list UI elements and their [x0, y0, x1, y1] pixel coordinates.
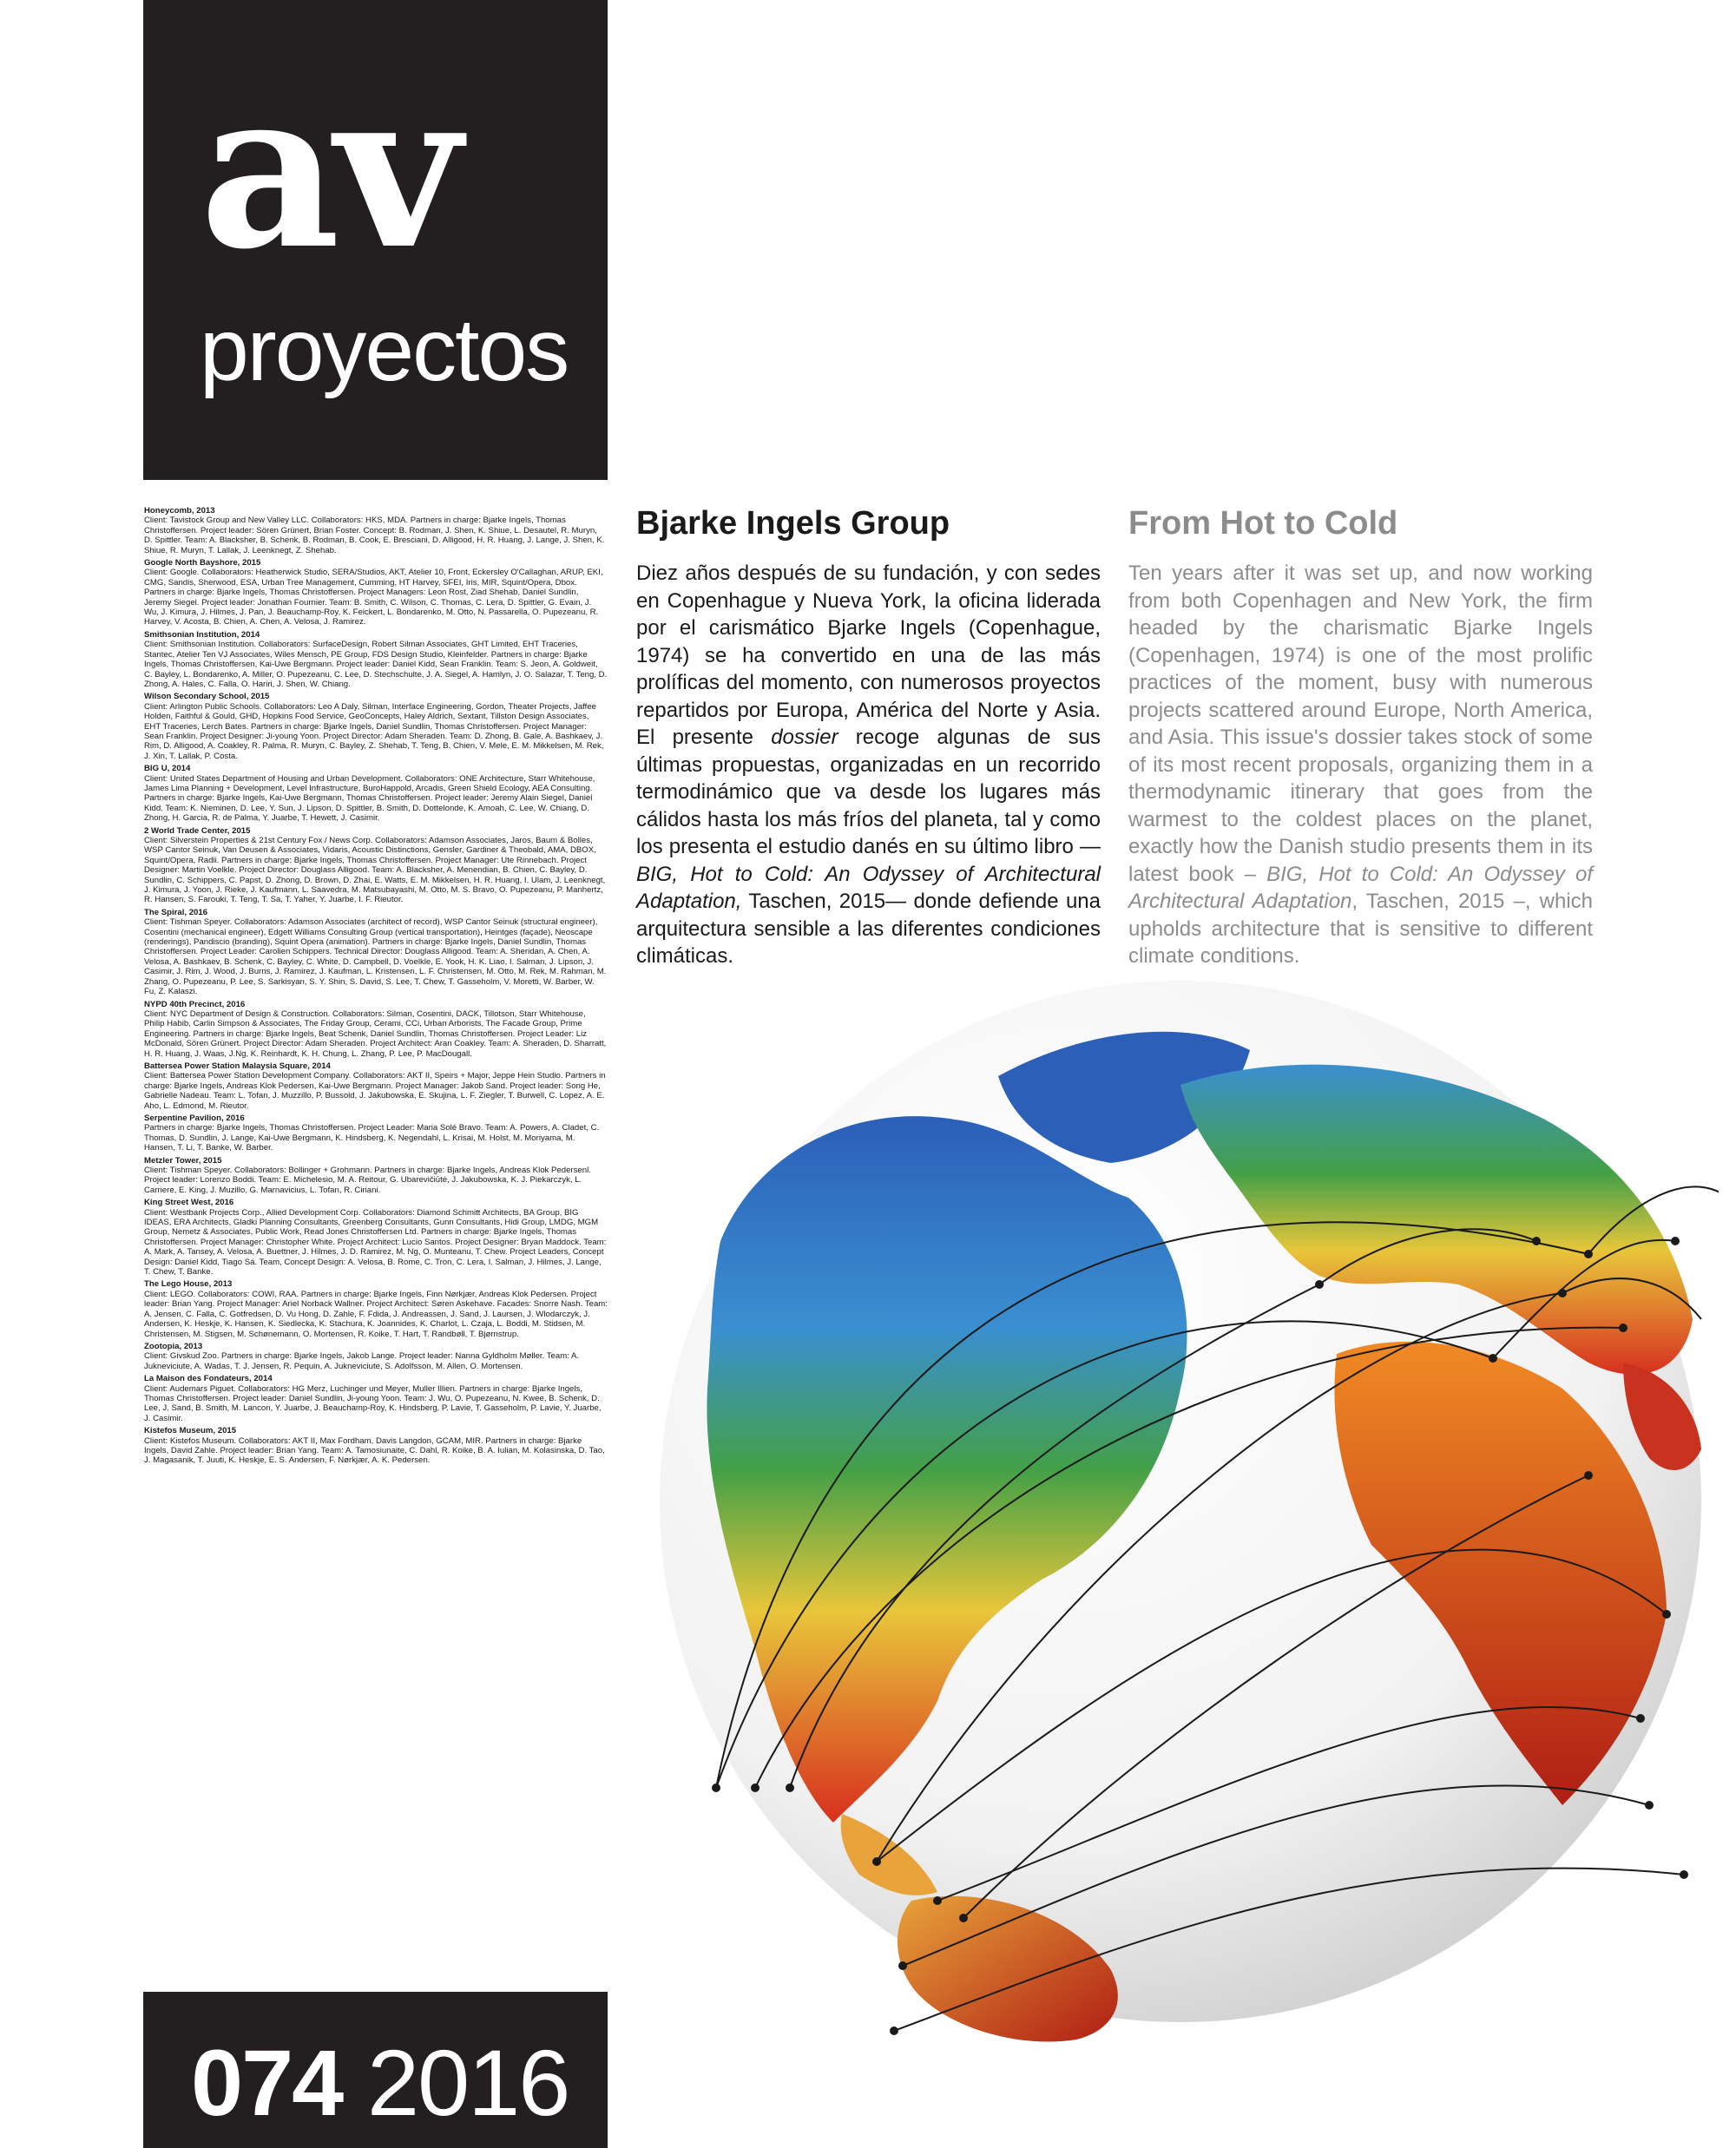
- spanish-intro: [636, 560, 1101, 970]
- credit-body: Client: Givskud Zoo. Partners in charge: Bjarke Ingels, Jakob Lange. Project leader: Nanna Gyldholm Møller. Team: A. Jukneviciute, A. Wadas, T. J. Jensen, R. Pequin, A. Jukneviciute, S. Adolfsson, M. Allen, O. Mortensen.: [144, 1351, 580, 1371]
- credit-body: Client: Tishman Speyer. Collaborators: Adamson Associates (architect of record), WSP Cantor Seinuk (structural engineer), Cosentini (mechanical engineer), Edgett Williams Consulting Group (vertical transportation), Heintges (façade), Neoscape (renderings), Pandiscio (branding), Squint Opera (animation). Partners in charge: Bjarke Ingels, Daniel Sundlin, Thomas Christoffersen. Project Leader: Carolien Schippers. Technical Director: Douglass Alligood. Team: A. Sheridan, A. Chen, A. Velosa, A. Bashkaev, B. Schenk, C. Bayley, C. White, D. Campbell, D. Voelkle, E. Yook, H. K. Liao, I. Salman, J. Lipson, J. Casimir, J. Rim, J. Wood, J. Burns, J. Ramirez, J. Kaufman, L. Kristensen, L. F. Christensen, M. Otto, M. Rek, M. Rahman, M. Zhang, O. Pupezeanu, P. Lee, S. Sarkisyan, S. Y. Shin, S. David, S. Lee, T. Chew, T. Gasseholm, V. Moretti, W. Barber, W. Fu, Z. Kalaszi.: [144, 917, 607, 997]
- route-point: [1315, 1280, 1324, 1289]
- credit-title: 2 World Trade Center, 2015: [144, 825, 251, 836]
- credit-body: Client: Audemars Piguet. Collaborators: HG Merz, Luchinger und Meyer, Muller Illien. Partners in charge: Bjarke Ingels, Thomas Christoffersen. Project leader: Daniel Sundlin, Ji-young Yoon. Team: J. Wu, O. Pupezeanu, N. Kwee, B. Schenk, D. Lee, J. Sand, B. Smith, M. Lancon, Y. Juarbe, J. Beauchamp-Roy, K. Hindsberg, P. Lavie, T. Gasseholm, P. Lavie, Y. Juarbe, J. Casimir.: [144, 1383, 602, 1423]
- spanish-book-title: BIG, Hot to Cold: An Odyssey of Architectural Adaptation,: [636, 862, 1101, 913]
- credit-title: NYPD 40th Precinct, 2016: [144, 999, 246, 1009]
- credit-title: Metzler Tower, 2015: [144, 1155, 222, 1166]
- credit-body: Client: Westbank Projects Corp., Allied Development Corp. Collaborators: Diamond Schmitt Architects, BA Group, BIG IDEAS, ERA Architects, Gladki Planning Consultants, Greenberg Consultants, Gunn Consultants, Hidi Group, LMDG, MGM Group, Nemetz & Associates, Public Work, Read Jones Christoffersen Ltd. Partners in charge: Bjarke Ingels, Thomas Christoffersen. Project Manager: Christopher White. Project Architect: Lucio Santos. Project Designer: Bryan Maddock. Team: A. Mark, A. Tansey, A. Velosa, A. Buettner, J. Hilmes, J. D. Ramirez, M. Ng, O. Munteanu, T. Chew. Project Leaders, Concept Design: Daniel Kidd, Tiago Sá. Team, Concept Design: A. Velosa, B. Rome, C. Tron, C. Lera, I. Salman, J. Hilmes, J. Lange, T. Chew, T. Banke.: [144, 1207, 607, 1278]
- route-point: [751, 1783, 760, 1792]
- credit-title: The Lego House, 2013: [144, 1279, 233, 1290]
- credit-entry: [144, 1426, 608, 1466]
- credit-title: Battersea Power Station Malaysia Square, 2014: [144, 1061, 331, 1071]
- credit-entry: [144, 506, 608, 555]
- credit-title: Honeycomb, 2013: [144, 506, 215, 516]
- route-point: [786, 1783, 794, 1792]
- credit-body: Client: NYC Department of Design & Construction. Collaborators: Silman, Cosentini, DACK, Tillotson, Starr Whitehouse, Philip Habib, Carlin Simpson & Associates, The Friday Group, Cerami, CCi, Urban Arborists, The Facade Group, Prime Engineering. Partners in charge: Bjarke Ingels, Beat Schenk, Daniel Sundlin, Thomas Christoffersen. Project Leader: Liz McDonald, Sören Grünert. Project Director: Adam Sheraden. Project Architect: Aran Coakley. Team: A. Sheraden, D. Sharratt, H. R. Huang, J. Waas, J.Ng, K. Reinhardt, K. H. Chung, L. Zhang, P. Lee, P. MacDougall.: [144, 1008, 607, 1059]
- english-intro: [1128, 560, 1593, 970]
- credit-body: Client: United States Department of Housing and Urban Development. Collaborators: ONE Architecture, Starr Whitehouse, James Lima Planning + Development, Level Infrastructure, BuroHappold, Arcadis, Green Shield Ecology, AEA Consulting. Partners in charge: Bjarke Ingels, Kai-Uwe Bergmann, Thomas Christoffersen. Project leader: Jeremy Alain Siegel, Daniel Kidd. Team: K. Nieminen, D. Lee, Y. Sun, J. Lipson, D. Spittler, B. Smith, D. Dottelonde, K. Amoah, C. Lee, W. Chiang, D. Zhong, H. Garcia, R. de Palma, Y. Juarbe, T. Hewett, J. Casimir.: [144, 773, 595, 824]
- route-point: [1636, 1714, 1645, 1723]
- route-point: [1584, 1250, 1593, 1258]
- credit-entry: [144, 558, 608, 627]
- spanish-text-dossier: dossier: [771, 726, 838, 749]
- credit-entry: [144, 1156, 608, 1196]
- credit-body: Client: Arlington Public Schools. Collaborators: Leo A Daly, Silman, Interface Engineering, Gordon, Theater Projects, Jaffee Holden, Faithful & Gould, GHD, Hopkins Food Service, GeoConcepts, Haley Aldrich, Sextant, Tillston Design Associates, EHT Traceries, Lerch Bates. Partners in charge: Bjarke Ingels, Daniel Sundlin, Thomas Christoffersen. Project Manager: Sean Franklin. Project Designer: Ji-young Yoon. Project Director: Adam Sheraden. Team: D. Zhong, B. Gale, A. Bashkaev, J. Rim, D. Alligood, A. Coakley, R. Palma, R. Muryn, C. Bayley, Z. Shehab, T. Teng, B. Chien, V. Mele, E. M. Mikkelsen, M. Rek, J. Xin, T. Lallak, P. Costa.: [144, 701, 604, 761]
- masthead: [143, 0, 608, 480]
- route-point: [1645, 1801, 1654, 1810]
- credit-title: Google North Bayshore, 2015: [144, 558, 261, 568]
- credit-body: Client: Google. Collaborators: Heatherwick Studio, SERA/Studios, AKT, Atelier 10, Front, Eckersley O'Callaghan, ARUP, EKI, CMG, Sandis, Sherwood, ESA, Urban Tree Management, Cumming, HT Harvey, SFEI, Iris, MIR, Squint/Opera, Dbox. Partners in charge: Bjarke Ingels, Thomas Christoffersen. Project Managers: Leon Rost, Ziad Shehab, Daniel Sundlin, Jeremy Siegel. Project leader: Jonathan Fournier. Team: B. Smith, C. Wilson, C. Thomas, C. Lera, D. Spittler, G. Evain, J. Wu, J. Kimura, J. Hilmes, J. Pan, J. Beauchamp-Roy, K. Feickert, L. Bondarenko, M. Otto, N. Passarella, O. Pupezeanu, R. Harvey, V. Acosta, B. Chien, A. Chen, A. Velosa, J. Ramirez.: [144, 568, 603, 627]
- credit-entry: [144, 764, 608, 823]
- route-point: [1680, 1870, 1688, 1879]
- credit-body: Client: Kistefos Museum. Collaborators: AKT II, Max Fordham, Davis Langdon, GCAM, MIR. Partners in charge: Bjarke Ingels, David Zahle. Project leader: Brian Yang. Team: A. Tamosiunaite, C. Dahl, R. Koike, B. A. Iulian, M. Kolasinska, D. Tao, J. Magasanik, T. Juuti, K. Heskje, E. S. Andersen, F. Nørkjær, A. K. Pedersen.: [144, 1435, 605, 1466]
- route-point: [1584, 1471, 1593, 1480]
- credit-entry: [144, 1061, 608, 1111]
- credit-body: Client: Battersea Power Station Development Company. Collaborators: AKT II, Speirs + Major, Jeppe Hein Studio. Partners in charge: Bjarke Ingels, Andreas Klok Pedersen, Kai-Uwe Bergmann. Project Manager: Jakob Sand. Project leader: Song He, Gabrielle Nadeau. Team: L. Tofan, J. Muzzillo, P. Bussold, J. Jakubowska, E. Skujina, L. F. Ziegler, T. Burwell, C. Lopez, A. E. Aho, L. Edmond, M. Rieutor.: [144, 1071, 606, 1111]
- credit-entry: [144, 1279, 608, 1338]
- route-point: [1532, 1237, 1541, 1245]
- credit-title: Kistefos Museum, 2015: [144, 1426, 237, 1436]
- proyectos-logo: proyectos: [200, 300, 569, 399]
- spanish-title: Bjarke Ingels Group: [636, 505, 950, 542]
- credit-body: Client: Tishman Speyer. Collaborators: Bollinger + Grohmann. Partners in charge: Bjarke Ingels, Andreas Klok Pedersenl. Project leader: Lorenzo Boddi. Team: E. Michelesio, M. A. Reitour, G. Ubarevičiūtė, J. Jakubowska, K. J. Piekarczyk, L. Carriere, E. King, J. Muzillo, G. Marnavicius, L. Tofan, R. Ciriani.: [144, 1166, 591, 1195]
- route-point: [890, 2026, 898, 2035]
- credit-title: BIG U, 2014: [144, 764, 191, 774]
- route-point: [1662, 1610, 1671, 1619]
- credit-entry: [144, 1198, 608, 1277]
- route-point: [898, 1961, 907, 1970]
- issue-banner: [143, 1992, 608, 2148]
- credit-title: Serpentine Pavilion, 2016: [144, 1113, 245, 1123]
- credit-title: Smithsonian Institution, 2014: [144, 629, 260, 640]
- credit-title: Zootopia, 2013: [144, 1341, 203, 1351]
- credit-entry: [144, 1374, 608, 1423]
- route-point: [959, 1914, 968, 1922]
- credit-body: Client: LEGO. Collaborators: COWI, RAA. Partners in charge: Bjarke Ingels, Finn Nørkjær, Andreas Klok Pedersen. Project leader: Brian Yang. Project Manager: Ariel Norback Wallner. Project Architect: Søren Askehave. Facades: Snorre Nash. Team: A. Jensen, C. Falla, C. Gotfredsen, D. Vu Hong, D. Zahle, F. Fdida, J. Andreassen, J. Sand, J. Laursen, J. Wlodarczyk, J. Andersen, K. Heskje, K. Hansen, K. Siedlecka, K. Stachura, K. Joannides, K. Charlot, L. Czaja, L. Boddi, M. Stidsen, M. Christensen, M. Stigsen, M. Schønemann, O. Mortensen, R. Koike, T. Hart, T. Randbøll, T. Bjørnstrup.: [144, 1289, 608, 1339]
- project-credits: [144, 506, 608, 1977]
- credit-title: King Street West, 2016: [144, 1198, 234, 1208]
- credit-title: Wilson Secondary School, 2015: [144, 692, 270, 702]
- route-point: [1489, 1354, 1497, 1363]
- credit-title: La Maison des Fondateurs, 2014: [144, 1374, 273, 1384]
- spanish-text-2: recoge algunas de sus últimas propuestas, organizadas en un recorrido termodinámico que va desde los lugares más cálidos hasta los más fríos del planeta, tal y como los presenta el estudio danés en su último libro —: [636, 726, 1101, 858]
- route-point: [872, 1857, 881, 1866]
- issue-year: 2016: [367, 2030, 569, 2135]
- credit-entry: [144, 1342, 608, 1371]
- issue-number: 074: [191, 2030, 343, 2135]
- av-logo: av: [200, 42, 457, 297]
- credit-entry: [144, 1000, 608, 1059]
- spanish-text-1: Diez años después de su fundación, y con sedes en Copenhague y Nueva York, la oficina liderada por el carismático Bjarke Ingels (Copenhague, 1974) se ha convertido en una de las más prolíficas del momento, con numerosos proyectos repartidos por Europa, América del Norte y Asia. El presente: [636, 562, 1101, 749]
- english-book-title: BIG, Hot to Cold: An Odyssey of Architectural Adaptation: [1128, 862, 1593, 913]
- globe-svg: [625, 955, 1719, 2083]
- english-text-2: , Taschen, 2015 –, which upholds architecture that is sensitive to different climate conditions.: [1128, 890, 1593, 968]
- english-title: From Hot to Cold: [1128, 505, 1398, 542]
- credit-body: Partners in charge: Bjarke Ingels, Thomas Christoffersen. Project Leader: Maria Solé Bravo. Team: A. Powers, A. Cladet, C. Thomas, D. Sundlin, J. Lange, Kai-Uwe Bergmann, K. Hindsberg, K. Negendahl, L. Krisai, M. Holst, M. Moriyama, M. Hansen, T. Li, T. Banke, W. Barber.: [144, 1123, 600, 1153]
- credit-body: Client: Smithsonian Institution. Collaborators: SurfaceDesign, Robert Silman Associates, GHT Limited, EHT Traceries, Stantec, Atelier Ten VJ Associates, Wiles Mensch, PE Group, FDS Design Studio, Kleinfelder. Partners in charge: Bjarke Ingels, Thomas Christoffersen, Kai-Uwe Bergmann. Project leader: Daniel Kidd, Sean Franklin. Team: S. Jeon, A. Goldweit, C. Bayley, L. Bondarenko, A. Miller, O. Pupezeanu, C. Lee, D. Stechschulte, J. A. Siegel, A. Hamlyn, J. O. Salazar, T. Teng, D. Zhong, A. Hales, C. Falla, O. Hariri, J. Shen, W. Chiang.: [144, 640, 608, 689]
- credit-entry: [144, 908, 608, 997]
- route-point: [933, 1896, 942, 1905]
- spanish-text-3: Taschen, 2015— donde defiende una arquitectura sensible a las diferentes condiciones climáticas.: [636, 890, 1101, 968]
- route-point: [1558, 1289, 1567, 1297]
- credit-entry: [144, 630, 608, 689]
- globe-illustration: [625, 955, 1719, 2083]
- route-point: [1619, 1324, 1628, 1332]
- english-text-1: Ten years after it was set up, and now working from both Copenhagen and New York, the firm headed by the charismatic Bjarke Ingels (Copenhagen, 1974) is one of the most prolific practices of the moment, busy with numerous projects scattered around Europe, North America, and Asia. This issue's dossier takes stock of some of its most recent proposals, organizing them in a thermodynamic itinerary that goes from the warmest to the coldest places on the planet, exactly how the Danish studio presents them in its latest book –: [1128, 562, 1593, 886]
- credit-entry: [144, 692, 608, 761]
- credit-entry: [144, 826, 608, 905]
- credit-entry: [144, 1113, 608, 1153]
- credit-body: Client: Silverstein Properties & 21st Century Fox / News Corp. Collaborators: Adamson Associates, Jaros, Baum & Bolles, WSP Cantor Seinuk, Van Deusen & Associates, Vidaris, Acoustic Distinctions, Gensler, Gardiner & Theobald, AMA, DBOX, Squint/Opera, Radii. Partners in charge: Bjarke Ingels, Thomas Christoffersen. Project Manager: Ute Rinnebach. Project Designer: Martin Voelkle. Project Director: Douglass Alligood. Team: A. Blacksher, A. Menendian, B. Chien, C. Bayley, D. Sundlin, C. Schippers, C. Papst, D. Zhong, D. Brown, D. Zhai, E. Watts, E. M. Mikkelsen, H. R. Huang, I. Ulam, J. Leenknegt, J. Kimura, J. Yoon, J. Rieke, J. Kaufmann, L. Saavedra, M. Matsubayashi, M. Otto, M. S. Bravo, O. Pupezeanu, P. Manhertz, R. Hansen, S. Farouki, T. Teng, T. Sa, T. Yaher, Y. Juarbe, I. F. Rieutor.: [144, 836, 606, 905]
- route-point: [1671, 1237, 1680, 1245]
- route-point: [712, 1783, 720, 1792]
- credit-body: Client: Tavistock Group and New Valley LLC. Collaborators: HKS, MDA. Partners in charge: Bjarke Ingels, Thomas Christoffersen. Project leader: Sören Grünert, Brian Foster. Concept: B. Rodman, J. Shen, K. Shiue, L. Desautel, R. Muryn, D. Spittler. Team: A. Blacksher, B. Schenk, B. Rodman, B. Cook, E. Bresciani, D. Alligood, H. R. Huang, J. Lange, J. Shen, K. Shiue, R. Muryn, T. Lallak, J. Leenknegt, Z. Shehab.: [144, 516, 605, 555]
- credit-title: The Spiral, 2016: [144, 907, 208, 917]
